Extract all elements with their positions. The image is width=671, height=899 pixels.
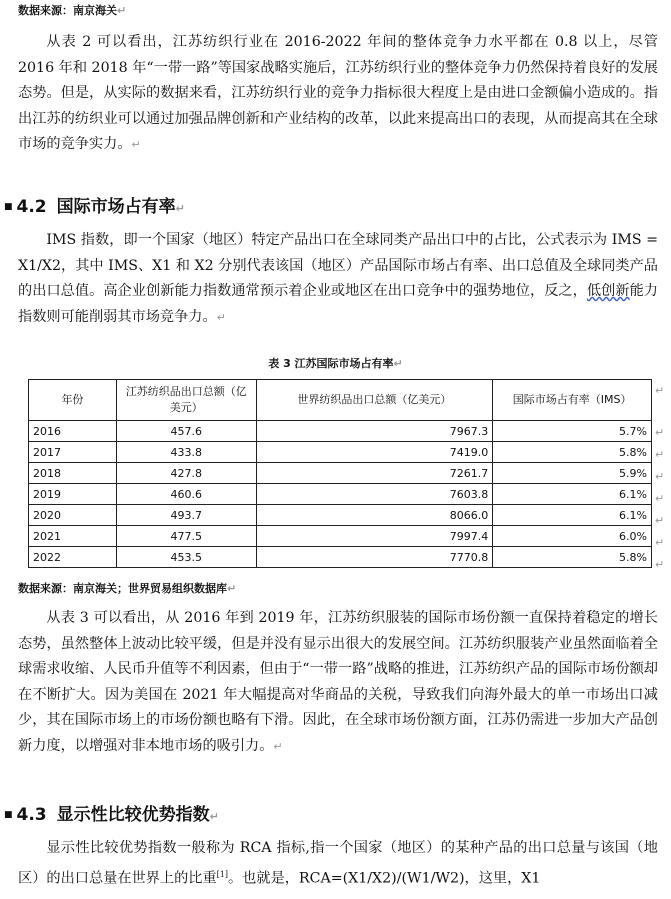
cell-ims: 6.0%	[493, 526, 652, 547]
cell-world-export: 7603.8	[256, 484, 493, 505]
citation-reference[interactable]: [1]	[216, 869, 228, 879]
cell-world-export: 7261.7	[256, 463, 493, 484]
header-jiangsu-export: 江苏纺织品出口总额（亿美元）	[116, 380, 256, 421]
header-year: 年份	[29, 380, 117, 421]
cell-jiangsu-export: 433.8	[116, 442, 256, 463]
table-header-row	[29, 380, 652, 421]
cell-jiangsu-export: 453.5	[116, 547, 256, 568]
source-note-text: 数据来源：南京海关	[18, 4, 117, 17]
ims-table	[28, 379, 652, 568]
return-mark: ↵	[131, 138, 141, 151]
table-row	[29, 421, 652, 442]
cell-jiangsu-export: 427.8	[116, 463, 256, 484]
cell-ims: 5.8%	[493, 547, 652, 568]
cell-jiangsu-export: 493.7	[116, 505, 256, 526]
cell-world-export: 8066.0	[256, 505, 493, 526]
cell-jiangsu-export: 477.5	[116, 526, 256, 547]
return-mark: ↵	[655, 426, 665, 439]
return-mark: ↵	[393, 357, 403, 370]
cell-ims: 5.9%	[493, 463, 652, 484]
cell-world-export: 7770.8	[256, 547, 493, 568]
section-heading-4-2	[4, 192, 185, 217]
source-note-table	[18, 580, 236, 596]
cell-year: 2021	[29, 526, 117, 547]
cell-year: 2017	[29, 442, 117, 463]
table-row	[29, 463, 652, 484]
table-row	[29, 547, 652, 568]
paragraph-2-text: IMS 指数，即一个国家（地区）特定产品出口在全球同类产品出口中的占比，公式表示为 IMS = X1/X2，其中 IMS、X1 和 X2 分别代表该国（地区）产品国际市场占有率、出口总值及全球同类产品的出口总值。高企业创新能力指数通常预示着企业或地区在出口竞争中的强势地位，反之，	[18, 232, 658, 299]
cell-world-export: 7419.0	[256, 442, 493, 463]
header-ims: 国际市场占有率（IMS）	[493, 380, 652, 421]
return-mark: ↵	[655, 492, 665, 505]
source-note-text: 数据来源：南京海关；世界贸易组织数据库	[18, 582, 227, 595]
table-row	[29, 484, 652, 505]
cell-year: 2016	[29, 421, 117, 442]
return-mark: ↵	[117, 4, 127, 17]
paragraph-1	[18, 30, 658, 158]
section-title: 国际市场占有率	[56, 197, 176, 217]
cell-jiangsu-export: 457.6	[116, 421, 256, 442]
cell-ims: 6.1%	[493, 484, 652, 505]
cell-year: 2018	[29, 463, 117, 484]
paragraph-3-text: 从表 3 可以看出，从 2016 年到 2019 年，江苏纺织服装的国际市场份额一直保持着稳定的增长态势，虽然整体上波动比较平缓，但是并没有显示出很大的发展空间。江苏纺织服装产业虽然面临着全球需求收缩、人民币升值等不利因素，但由于“一带一路”战略的推进，江苏纺织产品的国际市场份额却在不断扩大。因为美国在 2021 年大幅提高对华商品的关税，导致我们向海外最大的单一市场出口减少，其在国际市场上的市场份额也略有下滑。因此，在全球市场份额方面，江苏仍需进一步加大产品创新力度，以增强对非本地市场的吸引力。	[18, 610, 658, 754]
return-mark: ↵	[655, 536, 665, 549]
cell-ims: 5.7%	[493, 421, 652, 442]
paragraph-2	[18, 228, 658, 330]
paragraph-4-text: 显示性比较优势指数一般称为 RCA 指标,指一个国家（地区）的某种产品的出口总量与该国（地区）的出口总量在世界上的比重	[18, 840, 658, 887]
cell-world-export: 7967.3	[256, 421, 493, 442]
return-mark: ↵	[655, 558, 665, 571]
section-heading-4-3	[4, 800, 219, 825]
return-mark: ↵	[655, 514, 665, 527]
cell-year: 2022	[29, 547, 117, 568]
section-title: 显示性比较优势指数	[56, 805, 210, 825]
table-row	[29, 505, 652, 526]
section-number: 4.3	[16, 805, 47, 825]
table-caption-text: 表 3 江苏国际市场占有率	[268, 357, 394, 370]
return-mark: ↵	[209, 810, 219, 823]
cell-ims: 6.1%	[493, 505, 652, 526]
table-caption	[0, 355, 671, 371]
return-mark: ↵	[273, 739, 283, 753]
return-mark: ↵	[227, 582, 237, 595]
paragraph-2-text-end: 能力指数则可能削弱其市场竞争力。	[18, 283, 658, 325]
cell-ims: 5.8%	[493, 442, 652, 463]
bullet-mark: ■	[4, 202, 13, 212]
header-world-export: 世界纺织品出口总额（亿美元）	[256, 380, 493, 421]
bullet-mark: ■	[4, 810, 13, 820]
cell-year: 2020	[29, 505, 117, 526]
table-row	[29, 526, 652, 547]
return-mark: ↵	[655, 470, 665, 483]
paragraph-4-text-end: 。也就是，RCA=(X1/X2)/(W1/W2)，这里，X1	[227, 870, 541, 887]
paragraph-4	[18, 836, 658, 892]
spellcheck-underlined-text: 低创新	[586, 283, 630, 299]
cell-world-export: 7997.4	[256, 526, 493, 547]
cell-jiangsu-export: 460.6	[116, 484, 256, 505]
paragraph-3	[18, 606, 658, 759]
table-row	[29, 442, 652, 463]
source-note-top	[18, 2, 126, 18]
return-mark: ↵	[175, 202, 185, 215]
return-mark: ↵	[655, 384, 665, 397]
return-mark: ↵	[655, 448, 665, 461]
cell-year: 2019	[29, 484, 117, 505]
section-number: 4.2	[16, 197, 47, 217]
paragraph-1-text: 从表 2 可以看出，江苏纺织行业在 2016-2022 年间的整体竞争力水平都在 0.8 以上，尽管 2016 年和 2018 年“一带一路”等国家战略实施后，江苏纺织行业的整体竞争力仍然保持着良好的发展态势。但是，从实际的数据来看，江苏纺织行业的竞争力指标很大程度上是由进口金额偏小造成的。指出江苏的纺织业可以通过加强品牌创新和产业结构的改革，以此来提高出口的表现，从而提高其在全球市场的竞争实力。	[18, 34, 658, 152]
return-mark: ↵	[216, 310, 226, 324]
